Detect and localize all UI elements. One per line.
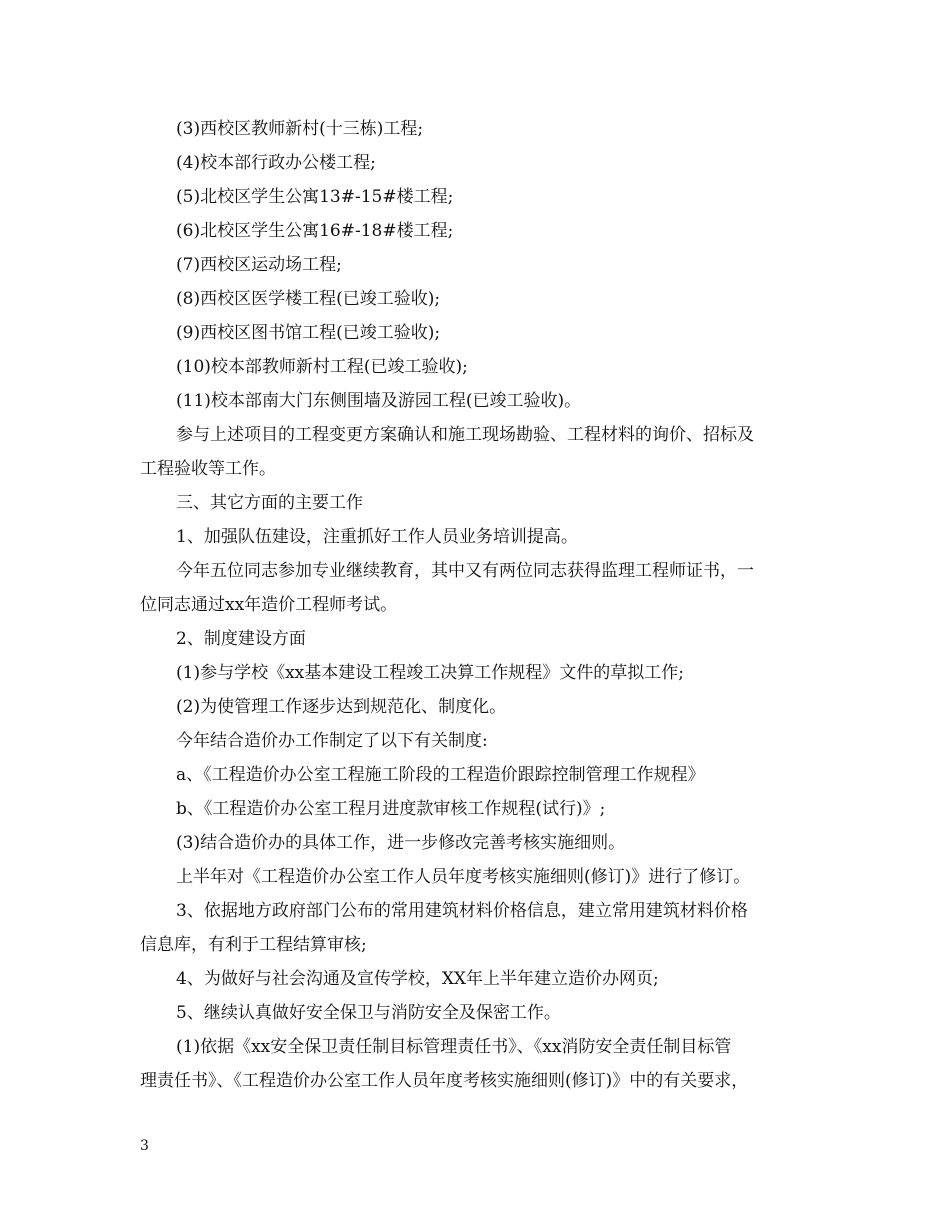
text-line: (9)西校区图书馆工程(已竣工验收);	[176, 323, 441, 343]
text-line: (7)西校区运动场工程;	[176, 255, 342, 275]
text-line: (5)北校区学生公寓13#-15#楼工程;	[176, 187, 454, 207]
text-line: (3)结合造价办的具体工作，进一步修改完善考核实施细则。	[176, 833, 626, 853]
text-line: a、《工程造价办公室工程施工阶段的工程造价跟踪控制管理工作规程》	[176, 765, 705, 785]
text-line: 今年结合造价办工作制定了以下有关制度:	[176, 731, 488, 751]
text-line: b、《工程造价办公室工程月进度款审核工作规程(试行)》;	[176, 799, 606, 819]
text-line: (11)校本部南大门东侧围墙及游园工程(已竣工验收)。	[176, 391, 582, 411]
text-line: 4、为做好与社会沟通及宣传学校，XX年上半年建立造价办网页;	[176, 969, 659, 989]
text-line: 理责任书》、《工程造价办公室工作人员年度考核实施细则(修订)》中的有关要求，	[140, 1071, 749, 1091]
text-line: 5、继续认真做好安全保卫与消防安全及保密工作。	[176, 1003, 561, 1023]
text-line: 信息库，有利于工程结算审核;	[140, 935, 367, 955]
text-line: (6)北校区学生公寓16#-18#楼工程;	[176, 221, 454, 241]
text-line: 今年五位同志参加专业继续教育，其中又有两位同志获得监理工程师证书，一	[176, 561, 754, 581]
text-line: 3、依据地方政府部门公布的常用建筑材料价格信息，建立常用建筑材料价格	[176, 901, 748, 921]
text-line: (8)西校区医学楼工程(已竣工验收);	[176, 289, 441, 309]
text-line: (3)西校区教师新村(十三栋)工程;	[176, 119, 424, 139]
text-line: 工程验收等工作。	[140, 459, 276, 479]
text-line: (10)校本部教师新村工程(已竣工验收);	[176, 357, 468, 377]
text-line: 参与上述项目的工程变更方案确认和施工现场勘验、工程材料的询价、招标及	[176, 425, 754, 445]
text-line: 2、制度建设方面	[176, 629, 306, 649]
text-line: (1)参与学校《xx基本建设工程竣工决算工作规程》文件的草拟工作;	[176, 663, 684, 683]
text-line: 三、其它方面的主要工作	[176, 493, 363, 513]
text-line: (2)为使管理工作逐步达到规范化、制度化。	[176, 697, 507, 717]
text-line: 位同志通过xx年造价工程师考试。	[140, 595, 398, 615]
text-line: (1)依据《xx安全保卫责任制目标管理责任书》、《xx消防安全责任制目标管	[176, 1037, 732, 1057]
text-line: 上半年对《工程造价办公室工作人员年度考核实施细则(修订)》进行了修订。	[176, 867, 751, 887]
page-number: 3	[140, 1138, 149, 1154]
document-body	[140, 112, 825, 1098]
text-line: (4)校本部行政办公楼工程;	[176, 153, 376, 173]
text-line: 1、加强队伍建设，注重抓好工作人员业务培训提高。	[176, 527, 578, 547]
